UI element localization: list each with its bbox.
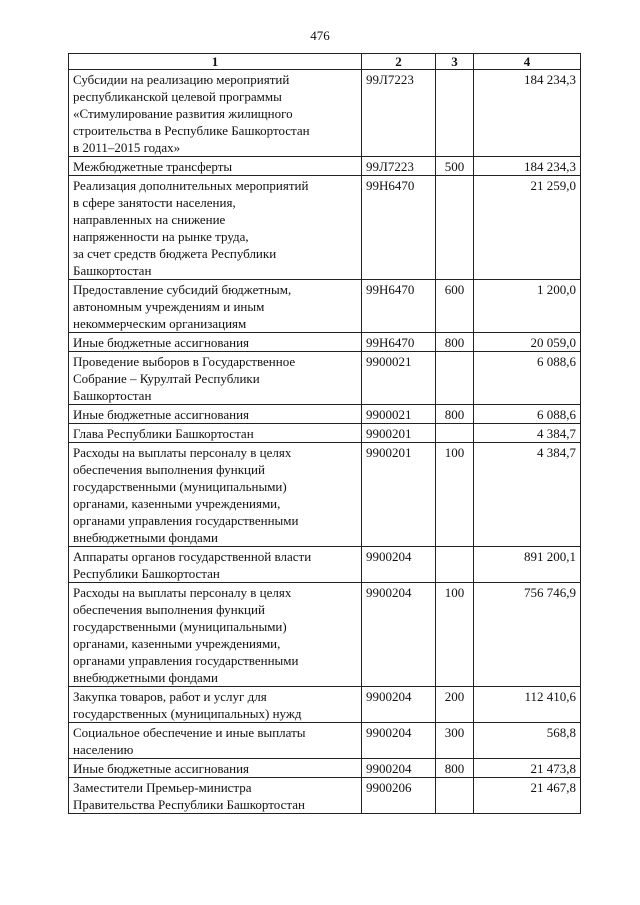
row-code-cell: 9900204 [362,759,436,778]
row-amount-cell: 21 467,8 [474,778,581,814]
row-type-cell: 100 [436,443,474,547]
row-type-cell: 100 [436,583,474,687]
row-amount-cell: 184 234,3 [474,70,581,157]
row-name-cell: Межбюджетные трансферты [69,157,362,176]
table-row [69,778,581,814]
table-row [69,70,581,157]
row-code-cell: 9900204 [362,723,436,759]
row-name-cell: Иные бюджетные ассигнования [69,759,362,778]
budget-table [68,53,581,814]
row-type-cell [436,778,474,814]
row-amount-cell: 891 200,1 [474,547,581,583]
row-name-cell: Закупка товаров, работ и услуг для государственных (муниципальных) нужд [69,687,362,723]
row-amount-cell: 4 384,7 [474,424,581,443]
row-amount-cell: 21 259,0 [474,176,581,280]
row-name-cell: Социальное обеспечение и иные выплаты населению [69,723,362,759]
row-name-cell: Заместители Премьер-министра Правительства Республики Башкортостан [69,778,362,814]
row-type-cell [436,176,474,280]
table-row [69,759,581,778]
row-name-cell: Иные бюджетные ассигнования [69,333,362,352]
row-type-cell: 800 [436,405,474,424]
row-amount-cell: 184 234,3 [474,157,581,176]
table-body [69,70,581,814]
table-row [69,723,581,759]
row-name-cell: Расходы на выплаты персоналу в целях обеспечения выполнения функций государственными (муниципальными) органами, казенными учреждениями, органами управления государственными внебюджетными фондами [69,583,362,687]
page-number: 476 [310,28,330,43]
row-type-cell: 200 [436,687,474,723]
row-code-cell: 9900204 [362,547,436,583]
row-code-cell: 9900201 [362,443,436,547]
table-row [69,157,581,176]
row-code-cell: 9900201 [362,424,436,443]
row-code-cell: 99Н6470 [362,280,436,333]
row-type-cell: 800 [436,759,474,778]
header-col-1: 1 [69,54,362,70]
row-code-cell: 99Н6470 [362,176,436,280]
row-amount-cell: 6 088,6 [474,405,581,424]
row-type-cell: 800 [436,333,474,352]
row-amount-cell: 756 746,9 [474,583,581,687]
row-code-cell: 9900021 [362,352,436,405]
header-col-3: 3 [436,54,474,70]
row-type-cell [436,70,474,157]
row-code-cell: 9900206 [362,778,436,814]
row-type-cell: 500 [436,157,474,176]
row-amount-cell: 6 088,6 [474,352,581,405]
table-row [69,333,581,352]
row-name-cell: Реализация дополнительных мероприятий в сфере занятости населения, направленных на снижение напряженности на рынке труда, за счет средств бюджета Республики Башкортостан [69,176,362,280]
row-name-cell: Аппараты органов государственной власти Республики Башкортостан [69,547,362,583]
table-row [69,547,581,583]
row-amount-cell: 112 410,6 [474,687,581,723]
row-code-cell: 9900021 [362,405,436,424]
row-code-cell: 99Н6470 [362,333,436,352]
table-row [69,405,581,424]
row-amount-cell: 21 473,8 [474,759,581,778]
row-type-cell: 300 [436,723,474,759]
row-type-cell [436,352,474,405]
table-header [69,54,581,70]
row-amount-cell: 20 059,0 [474,333,581,352]
table-row [69,280,581,333]
row-amount-cell: 1 200,0 [474,280,581,333]
row-code-cell: 99Л7223 [362,70,436,157]
row-code-cell: 9900204 [362,583,436,687]
row-name-cell: Субсидии на реализацию мероприятий республиканской целевой программы «Стимулирование развития жилищного строительства в Республике Башкортостан в 2011–2015 годах» [69,70,362,157]
table-row [69,687,581,723]
header-col-2: 2 [362,54,436,70]
row-name-cell: Иные бюджетные ассигнования [69,405,362,424]
header-row [69,54,581,70]
table-row [69,583,581,687]
table-row [69,424,581,443]
row-name-cell: Проведение выборов в Государственное Собрание – Курултай Республики Башкортостан [69,352,362,405]
row-name-cell: Предоставление субсидий бюджетным, автономным учреждениям и иным некоммерческим организациям [69,280,362,333]
table-row [69,443,581,547]
row-amount-cell: 568,8 [474,723,581,759]
row-name-cell: Глава Республики Башкортостан [69,424,362,443]
row-type-cell: 600 [436,280,474,333]
table-row [69,176,581,280]
header-col-4: 4 [474,54,581,70]
row-code-cell: 9900204 [362,687,436,723]
table-row [69,352,581,405]
row-amount-cell: 4 384,7 [474,443,581,547]
row-type-cell [436,547,474,583]
row-code-cell: 99Л7223 [362,157,436,176]
row-type-cell [436,424,474,443]
row-name-cell: Расходы на выплаты персоналу в целях обеспечения выполнения функций государственными (муниципальными) органами, казенными учреждениями, органами управления государственными внебюджетными фондами [69,443,362,547]
